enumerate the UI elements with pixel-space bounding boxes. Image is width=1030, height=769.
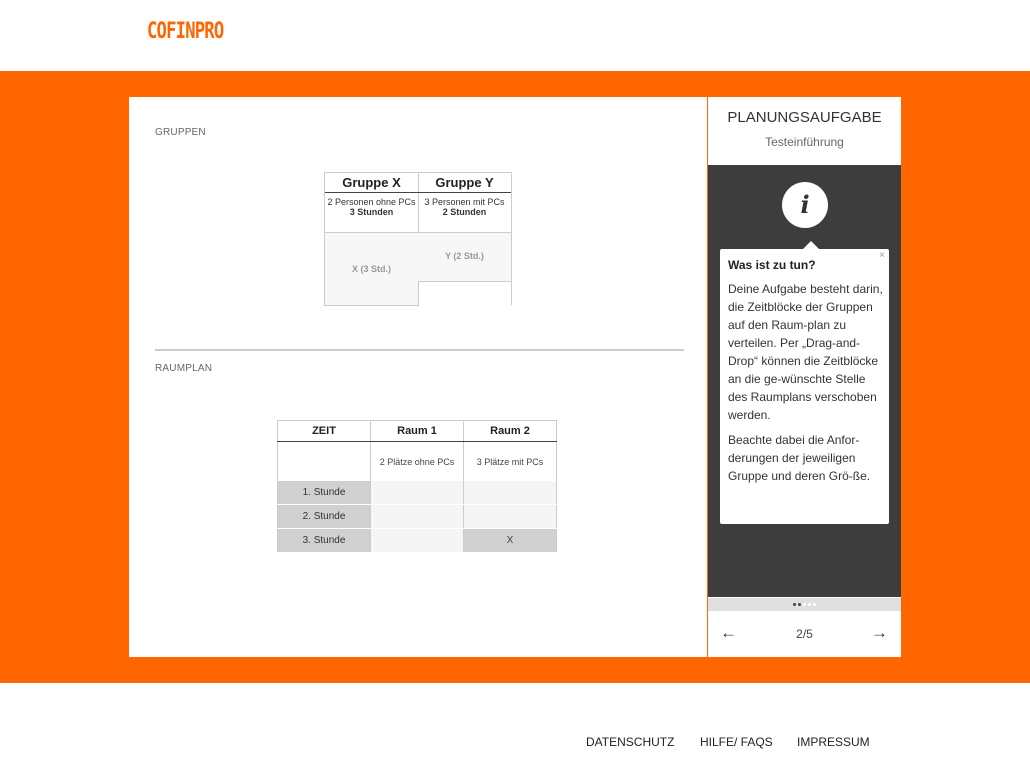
tooltip-paragraph: Beachte dabei die Anfor-derungen der jeweiligen Gruppe und deren Grö-ße. xyxy=(728,433,871,483)
page-dot[interactable] xyxy=(803,603,806,606)
header-raum-2: Raum 2 xyxy=(464,421,557,442)
group-y-description xyxy=(418,193,511,233)
panel-subtitle: Testeinführung xyxy=(765,135,844,149)
group-y-hours: 2 Stunden xyxy=(442,207,487,217)
time-label: 3. Stunde xyxy=(278,529,371,553)
instruction-tooltip xyxy=(720,249,889,524)
page-counter: 2/5 xyxy=(796,627,813,641)
group-x-persons: 2 Personen ohne PCs xyxy=(327,197,416,207)
room-plan-table xyxy=(277,420,557,553)
group-x-time-block[interactable]: X (3 Std.) xyxy=(325,233,418,306)
table-row xyxy=(278,505,557,529)
placed-block-x[interactable]: X xyxy=(464,529,557,553)
group-y-empty-slot xyxy=(418,282,511,305)
group-y-time-block[interactable]: Y (2 Std.) xyxy=(418,233,511,282)
panel-content xyxy=(708,165,901,597)
tooltip-paragraph: Deine Aufgabe besteht darin, die Zeitblöcke der Gruppen auf den Raum-plan zu verteilen. Per „Drag-and-Drop“ können die Zeitblöcke an die ge-wünschte Stelle des Raumplans verschoben werden. xyxy=(728,282,883,422)
groups-section-label: GRUPPEN xyxy=(155,127,206,138)
group-x-description xyxy=(325,193,418,233)
page-dot[interactable] xyxy=(813,603,816,606)
drop-slot-raum-2[interactable] xyxy=(464,481,557,505)
footer-link-hilfe-faqs[interactable]: HILFE/ FAQS xyxy=(700,735,773,749)
header-raum-1: Raum 1 xyxy=(371,421,464,442)
drop-slot-raum-1[interactable] xyxy=(371,505,464,529)
pagination-dots xyxy=(708,598,901,611)
table-row xyxy=(278,481,557,505)
drop-slot-raum-1[interactable] xyxy=(371,481,464,505)
group-x-header: Gruppe X xyxy=(325,172,418,193)
cofinpro-logo[interactable]: COFINPRO xyxy=(147,19,224,44)
info-icon: i xyxy=(782,182,828,228)
arrow-right-icon[interactable]: → xyxy=(871,623,888,642)
room-plan-section-label: RAUMPLAN xyxy=(155,363,213,374)
instruction-panel xyxy=(708,97,901,657)
group-x-column xyxy=(324,172,419,306)
header-zeit: ZEIT xyxy=(278,421,371,442)
footer-link-datenschutz[interactable]: DATENSCHUTZ xyxy=(586,735,675,749)
arrow-left-icon[interactable]: ← xyxy=(720,623,737,642)
group-x-hours: 3 Stunden xyxy=(349,207,394,217)
tooltip-title: Was ist zu tun? xyxy=(728,258,816,272)
capacity-raum-2: 3 Plätze mit PCs xyxy=(464,442,557,482)
page-dot[interactable] xyxy=(793,603,796,606)
time-label: 2. Stunde xyxy=(278,505,371,529)
table-row xyxy=(278,529,557,553)
drop-slot-raum-2[interactable] xyxy=(464,505,557,529)
group-y-column xyxy=(418,172,512,305)
section-divider xyxy=(155,349,684,351)
group-y-header: Gruppe Y xyxy=(418,172,511,193)
panel-title: PLANUNGSAUFGABE xyxy=(727,109,882,126)
pagination-nav xyxy=(708,611,901,657)
tooltip-body xyxy=(728,280,883,492)
time-label: 1. Stunde xyxy=(278,481,371,505)
footer-link-impressum[interactable]: IMPRESSUM xyxy=(797,735,870,749)
header xyxy=(0,0,1030,71)
capacity-zeit xyxy=(278,442,371,482)
page-dot[interactable] xyxy=(808,603,811,606)
group-y-persons: 3 Personen mit PCs xyxy=(424,197,505,207)
drop-slot-raum-1[interactable] xyxy=(371,529,464,553)
close-icon[interactable]: × xyxy=(879,250,885,261)
page-dot[interactable] xyxy=(798,603,801,606)
capacity-raum-1: 2 Plätze ohne PCs xyxy=(371,442,464,482)
